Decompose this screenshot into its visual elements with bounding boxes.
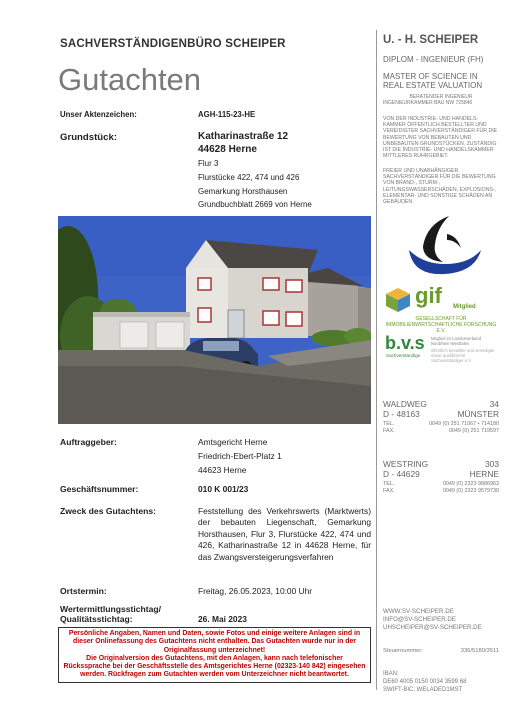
notice-part-2: Die Originalversion des Gutachtens, mit den Anlagen, kann nach telefonischer Rückssprache bei der Geschäftsstelle des Amtsgerichtes Herne (02323-140 842) eingesehen werden. Rückfragen zum Gutachten werden vom Unterzeichner nicht beantwortet.	[63, 654, 366, 679]
notice-part-1: Persönliche Angaben, Namen und Daten, sowie Fotos und einige weitere Anlagen sind in dieser Onlinefassung des Gutachtens nicht enthalten. Das Gutachten wurde nur in der Originalfassung unterzeichnet!	[68, 630, 361, 654]
ihk-text: VON DER INDUSTRIE- UND HANDELS-KAMMER ÖFFENTLICH BESTELLTER UND VEREIDIGTER SACHVERSTÄNDIGER FÜR DIE BEWERTUNG VON BEBAUTEN UND UNBEBAUTEN GRUNDSTÜCKEN. ZUSTÄNDIG IST DIE INDUSTRIE- UND HANDELSKAMMER MITTLERES RUHRGEBIET.	[383, 116, 498, 160]
gif-text: GESELLSCHAFT FÜR IMMOBILIENWIRTSCHAFTLICHE FORSCHUNG E.V.	[385, 316, 497, 334]
grundstueck-grundbuch: Grundbuchblatt 2669 von Herne	[198, 200, 312, 209]
auftraggeber-label: Auftraggeber:	[60, 437, 117, 447]
gif-cube-icon	[385, 287, 411, 313]
stichtag-value: 26. Mai 2023	[198, 614, 247, 624]
master-line-1: MASTER OF SCIENCE IN	[383, 72, 478, 81]
iban-value: DE60 4005 0150 0034 3599 68	[383, 679, 467, 685]
aktenzeichen-label: Unser Aktenzeichen:	[60, 110, 137, 119]
bureau-name: SACHVERSTÄNDIGENBÜRO SCHEIPER	[60, 38, 286, 50]
geschaeft-value: 010 K 001/23	[198, 484, 249, 494]
grundstueck-flur: Flur 3	[198, 159, 219, 168]
addr2-fax-label: FAX.	[383, 488, 395, 494]
online-version-notice	[58, 627, 371, 683]
house-illustration	[58, 216, 371, 424]
auftraggeber-name: Amtsgericht Herne	[198, 437, 268, 447]
bvs-sub: Sachverständige	[386, 353, 421, 358]
addr2-city: HERNE	[469, 469, 499, 479]
steuer-label: Steuernummer:	[383, 648, 423, 654]
zweck-label: Zweck des Gutachtens:	[60, 506, 156, 516]
addr2-street: WESTRING	[383, 459, 429, 469]
bvs-logo-text: b.v.s	[385, 333, 425, 353]
scheiper-logo-icon	[403, 210, 485, 278]
expert-name: U. - H. SCHEIPER	[383, 34, 479, 46]
steuer-value: 336/5180/3511	[460, 648, 499, 654]
letterhead-sidebar	[376, 30, 501, 693]
addr2-tel: 0049 (0) 2323 9886963	[442, 481, 499, 487]
grundstueck-city: 44628 Herne	[198, 144, 257, 155]
addr2-no: 303	[485, 459, 499, 469]
addr1-no: 34	[489, 399, 499, 409]
addr2-fax: 0049 (0) 2323 9579730	[442, 488, 499, 494]
stichtag-label-2: Qualitätsstichtag:	[60, 614, 133, 624]
bvs-text-2: öffentlich bestellter und vereidigter sowie qualifizierter Sachverständiger e.V.	[431, 348, 495, 363]
master-line-2: REAL ESTATE VALUATION	[383, 81, 483, 90]
addr1-plz: D - 48163	[383, 409, 420, 419]
berat-line-1: BERATENDER INGENIEUR	[409, 94, 473, 100]
addr1-fax: 0049 (0) 251 719597	[448, 428, 499, 434]
aktenzeichen-value: AGH-115-23-HE	[198, 110, 256, 119]
auftraggeber-street: Friedrich-Ebert-Platz 1	[198, 451, 282, 461]
email-uh-link[interactable]: UHSCHEIPER@SV-SCHEIPER.DE	[383, 624, 482, 631]
addr2-plz: D - 44629	[383, 469, 420, 479]
stichtag-label-1: Wertermittlungsstichtag/	[60, 604, 162, 614]
addr1-street: WALDWEG	[383, 399, 427, 409]
diplom: DIPLOM - INGENIEUR (FH)	[383, 55, 484, 64]
damage-text: FREIER UND UNABHÄNGIGER SACHVERSTÄNDIGER FÜR DIE BEWERTUNG VON BRAND-, STURM-, LEITUNGSWASSERSCHÄDEN, EXPLOSIONS-, ELEMENTAR- UND SONSTIGE SCHÄDEN AN GEBÄUDEN	[383, 168, 497, 206]
website-link[interactable]: WWW.SV-SCHEIPER.DE	[383, 608, 454, 615]
grundstueck-flurstuecke: Flurstücke 422, 474 und 426	[198, 173, 300, 182]
gif-mitglied: Mitglied	[453, 304, 476, 310]
addr1-fax-label: FAX.	[383, 428, 395, 434]
bvs-text-1: Mitglied im Landesverband Nordrhein-Westfalen	[431, 336, 482, 346]
grundstueck-gemarkung: Gemarkung Horsthausen	[198, 187, 288, 196]
addr1-tel: 0049 (0) 251 71067 • 714180	[429, 421, 499, 427]
addr1-tel-label: TEL.	[383, 421, 395, 427]
grundstueck-label: Grundstück:	[60, 132, 118, 143]
property-photo	[58, 216, 371, 424]
ortstermin-value: Freitag, 26.05.2023, 10:00 Uhr	[198, 586, 313, 596]
ortstermin-label: Ortstermin:	[60, 586, 107, 596]
geschaeft-label: Geschäftsnummer:	[60, 484, 139, 494]
berat-line-2: INGENIEURKAMMER BAU NW 725846	[383, 100, 473, 106]
grundstueck-street: Katharinastraße 12	[198, 131, 289, 142]
addr1-city: MÜNSTER	[457, 409, 499, 419]
addr2-tel-label: TEL.	[383, 481, 395, 487]
page-title: Gutachten	[58, 62, 202, 97]
email-info-link[interactable]: INFO@SV-SCHEIPER.DE	[383, 616, 456, 623]
auftraggeber-city: 44623 Herne	[198, 465, 247, 475]
gif-logo-text: gif	[415, 283, 442, 308]
swift-bic: SWIFT-BIC: WELADED1MST	[383, 687, 463, 693]
iban-label: IBAN:	[383, 671, 399, 677]
zweck-value: Feststellung des Verkehrswerts (Marktwerts) der bebauten Liegenschaft, Gemarkung Horsthausen, Flur 3, Flurstücke 422, 474 und 426, Katharinastraße 12 in 44628 Herne, für das Zwangsversteigerungsverfahren	[198, 506, 371, 562]
